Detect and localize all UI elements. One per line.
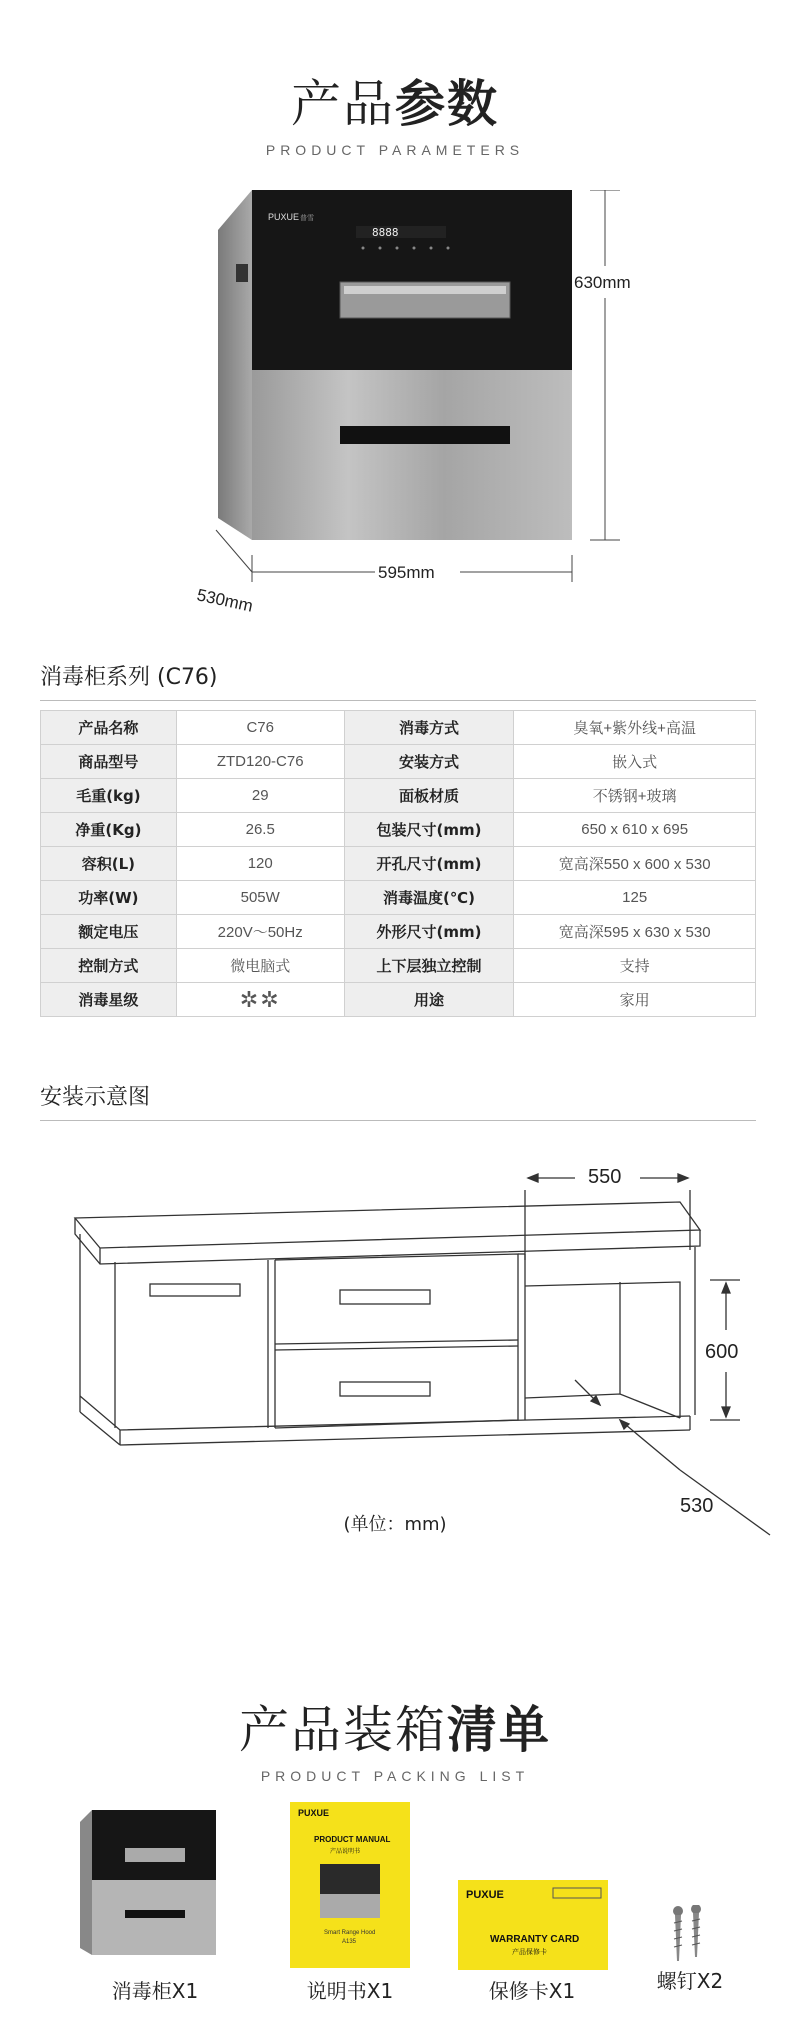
table-row xyxy=(41,779,756,813)
manual-sub: Smart Range Hood xyxy=(324,1930,376,1936)
spec-key: 包装尺寸(mm) xyxy=(344,813,514,847)
table-row xyxy=(41,847,756,881)
height-label: 630mm xyxy=(574,273,631,292)
packing-heading-cn: 产品装箱清单 xyxy=(239,1701,551,1759)
manual-model: A135 xyxy=(342,1939,357,1945)
pack-item-warranty xyxy=(458,1880,608,1974)
manual-title-en: PRODUCT MANUAL xyxy=(314,1835,391,1844)
screws-icon xyxy=(668,1905,708,1965)
cabinet-illustration xyxy=(0,190,790,620)
spec-key: 产品名称 xyxy=(41,711,177,745)
spec-key: 毛重(kg) xyxy=(41,779,177,813)
spec-value: C76 xyxy=(176,711,344,745)
spec-value: 不锈钢+玻璃 xyxy=(514,779,756,813)
pack-item-cabinet xyxy=(80,1810,220,1964)
params-heading-cn: 产品参数 xyxy=(291,75,499,133)
manual-title-cn: 产品说明书 xyxy=(330,1848,361,1855)
spec-key: 消毒星级 xyxy=(41,983,177,1017)
card-title-en: WARRANTY CARD xyxy=(490,1934,580,1945)
spec-key: 外形尺寸(mm) xyxy=(344,915,514,949)
spec-value: ZTD120-C76 xyxy=(176,745,344,779)
spec-value: 家用 xyxy=(514,983,756,1017)
spec-value: 220V～50Hz xyxy=(176,915,344,949)
depth-label: 530mm xyxy=(195,585,255,616)
spec-value: 125 xyxy=(514,881,756,915)
spec-key: 容积(L) xyxy=(41,847,177,881)
spec-value: 微电脑式 xyxy=(176,949,344,983)
packing-heading xyxy=(0,1690,790,1784)
pack-item-screws xyxy=(668,1905,708,1969)
cabinet-thumbnail xyxy=(80,1810,220,1960)
spec-key: 用途 xyxy=(344,983,514,1017)
manual-brand: PUXUE xyxy=(298,1808,330,1818)
table-row xyxy=(41,711,756,745)
pack-label-warranty: 保修卡X1 xyxy=(488,1979,576,2003)
table-row xyxy=(41,745,756,779)
spec-value: 嵌入式 xyxy=(514,745,756,779)
spec-key: 面板材质 xyxy=(344,779,514,813)
spec-key: 消毒方式 xyxy=(344,711,514,745)
spec-value: 臭氧+紫外线+高温 xyxy=(514,711,756,745)
pack-item-manual xyxy=(290,1802,410,1972)
spec-key: 开孔尺寸(mm) xyxy=(344,847,514,881)
control-display xyxy=(356,226,446,238)
width-label: 595mm xyxy=(378,563,435,582)
spec-key: 控制方式 xyxy=(41,949,177,983)
spec-value: 120 xyxy=(176,847,344,881)
pack-label-manual: 说明书X1 xyxy=(306,1979,394,2003)
manual-thumbnail xyxy=(290,1802,410,1968)
install-drawing xyxy=(0,1150,790,1550)
params-heading-en: PRODUCT PARAMETERS xyxy=(265,142,525,158)
warranty-card-thumbnail xyxy=(458,1880,608,1970)
star-rating: ✲✲ xyxy=(176,983,344,1017)
spec-table xyxy=(40,710,756,1017)
left-door-handle xyxy=(150,1284,240,1296)
spec-value: 宽高深550 x 600 x 530 xyxy=(514,847,756,881)
spec-key: 安装方式 xyxy=(344,745,514,779)
table-row xyxy=(41,915,756,949)
side-handle xyxy=(236,264,248,282)
card-title-cn: 产品保修卡 xyxy=(512,1948,547,1956)
packing-heading-en: PRODUCT PACKING LIST xyxy=(260,1768,530,1784)
series-title: 消毒柜系列 (C76) xyxy=(40,665,218,690)
spec-key: 商品型号 xyxy=(41,745,177,779)
params-heading xyxy=(0,64,790,158)
drawer-handle-lower xyxy=(340,1382,430,1396)
cabinet-side-panel xyxy=(218,190,252,540)
spec-key: 净重(Kg) xyxy=(41,813,177,847)
product-dimension-figure xyxy=(0,190,790,620)
pack-label-screws: 螺钉X2 xyxy=(656,1969,724,1993)
table-row xyxy=(41,881,756,915)
install-height-label: 600 xyxy=(705,1341,739,1363)
spec-key: 额定电压 xyxy=(41,915,177,949)
brand-logo: PUXUE xyxy=(268,212,300,222)
pack-label-cabinet: 消毒柜X1 xyxy=(111,1979,199,2003)
install-divider xyxy=(40,1120,756,1121)
spec-value: 支持 xyxy=(514,949,756,983)
spec-value: 29 xyxy=(176,779,344,813)
install-diagram xyxy=(0,1150,790,1550)
countertop-top xyxy=(75,1202,700,1248)
lower-drawer-handle xyxy=(340,426,510,444)
card-brand: PUXUE xyxy=(466,1889,504,1901)
series-divider xyxy=(40,700,756,701)
spec-value: 26.5 xyxy=(176,813,344,847)
table-row xyxy=(41,813,756,847)
spec-key: 功率(W) xyxy=(41,881,177,915)
install-depth-label: 530 xyxy=(680,1495,714,1517)
spec-value: 505W xyxy=(176,881,344,915)
table-row xyxy=(41,983,756,1017)
brand-logo-cn: 普雪 xyxy=(300,214,314,222)
install-title: 安装示意图 xyxy=(40,1085,151,1110)
table-row xyxy=(41,949,756,983)
drawer-handle-upper xyxy=(340,1290,430,1304)
display-digits: 8888 xyxy=(372,226,399,239)
spec-value: 650 x 610 x 695 xyxy=(514,813,756,847)
spec-key: 消毒温度(℃) xyxy=(344,881,514,915)
spec-key: 上下层独立控制 xyxy=(344,949,514,983)
spec-value: 宽高深595 x 630 x 530 xyxy=(514,915,756,949)
install-width-label: 550 xyxy=(588,1166,622,1188)
unit-label: (单位：mm) xyxy=(343,1514,447,1535)
cabinet-steel-panel xyxy=(252,370,572,540)
